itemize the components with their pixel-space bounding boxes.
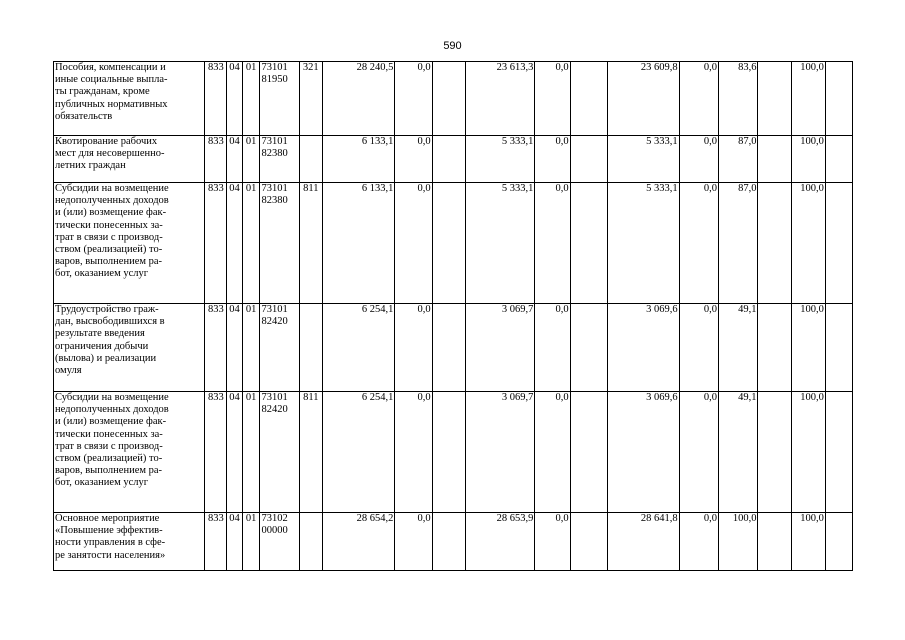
value-executed: 28 641,8 xyxy=(608,513,680,571)
value-plan: 6 254,1 xyxy=(322,304,395,392)
row-name: Основное мероприятие «Повышение эффектив- ности управления в сфе- ре занятости населения» xyxy=(54,513,205,571)
admin-code: 833 xyxy=(205,136,227,183)
expense-type-code: 321 xyxy=(299,62,322,136)
value-plan-other: 0,0 xyxy=(395,136,432,183)
spacer xyxy=(758,183,791,304)
value-executed: 23 609,8 xyxy=(608,62,680,136)
value-plan: 6 133,1 xyxy=(322,183,395,304)
subsection-code: 01 xyxy=(242,183,260,304)
section-code: 04 xyxy=(227,183,243,304)
budget-table-body xyxy=(54,62,853,571)
percent-of-refined: 100,0 xyxy=(791,183,825,304)
spacer xyxy=(825,62,852,136)
row-name: Субсидии на возмещение недополученных доходов и (или) возмещение фак- тически понесенных за- трат в связи с производ- ством (реализацией) то- варов, выполнением ра- бот, оказанием услуг xyxy=(54,183,205,304)
value-refined: 23 613,3 xyxy=(465,62,535,136)
section-code: 04 xyxy=(227,513,243,571)
table-row xyxy=(54,183,853,304)
value-refined: 3 069,7 xyxy=(465,304,535,392)
spacer xyxy=(825,513,852,571)
spacer xyxy=(825,392,852,513)
target-article-code: 73101 82380 xyxy=(260,183,299,304)
value-executed-other: 0,0 xyxy=(679,304,718,392)
value-executed-other: 0,0 xyxy=(679,62,718,136)
spacer xyxy=(432,183,465,304)
expense-type-code: 811 xyxy=(299,183,322,304)
value-plan-other: 0,0 xyxy=(395,304,432,392)
table-row xyxy=(54,62,853,136)
expense-type-code xyxy=(299,304,322,392)
target-article-code: 73101 82420 xyxy=(260,392,299,513)
target-article-code: 73102 00000 xyxy=(260,513,299,571)
percent-of-plan: 87,0 xyxy=(719,183,758,304)
value-refined-other: 0,0 xyxy=(535,392,570,513)
value-plan-other: 0,0 xyxy=(395,392,432,513)
spacer xyxy=(758,392,791,513)
percent-of-refined: 100,0 xyxy=(791,392,825,513)
value-refined: 28 653,9 xyxy=(465,513,535,571)
spacer xyxy=(432,304,465,392)
value-refined-other: 0,0 xyxy=(535,304,570,392)
value-executed-other: 0,0 xyxy=(679,136,718,183)
spacer xyxy=(570,304,607,392)
value-executed-other: 0,0 xyxy=(679,513,718,571)
admin-code: 833 xyxy=(205,392,227,513)
section-code: 04 xyxy=(227,392,243,513)
value-refined-other: 0,0 xyxy=(535,62,570,136)
value-executed-other: 0,0 xyxy=(679,392,718,513)
budget-table xyxy=(53,61,853,571)
spacer xyxy=(570,392,607,513)
table-row xyxy=(54,392,853,513)
spacer xyxy=(758,62,791,136)
subsection-code: 01 xyxy=(242,304,260,392)
spacer xyxy=(432,513,465,571)
target-article-code: 73101 81950 xyxy=(260,62,299,136)
row-name: Трудоустройство граж- дан, высвободившихся в результате введения ограничения добычи (вылова) и реализации омуля xyxy=(54,304,205,392)
spacer xyxy=(570,513,607,571)
spacer xyxy=(570,136,607,183)
spacer xyxy=(432,136,465,183)
table-row xyxy=(54,136,853,183)
admin-code: 833 xyxy=(205,62,227,136)
admin-code: 833 xyxy=(205,304,227,392)
spacer xyxy=(825,136,852,183)
spacer xyxy=(758,304,791,392)
subsection-code: 01 xyxy=(242,62,260,136)
subsection-code: 01 xyxy=(242,513,260,571)
expense-type-code: 811 xyxy=(299,392,322,513)
percent-of-plan: 87,0 xyxy=(719,136,758,183)
value-executed: 3 069,6 xyxy=(608,304,680,392)
section-code: 04 xyxy=(227,304,243,392)
value-plan: 28 654,2 xyxy=(322,513,395,571)
value-refined: 5 333,1 xyxy=(465,136,535,183)
spacer xyxy=(758,136,791,183)
percent-of-plan: 100,0 xyxy=(719,513,758,571)
value-executed: 3 069,6 xyxy=(608,392,680,513)
admin-code: 833 xyxy=(205,513,227,571)
value-plan: 6 254,1 xyxy=(322,392,395,513)
subsection-code: 01 xyxy=(242,136,260,183)
spacer xyxy=(432,62,465,136)
percent-of-refined: 100,0 xyxy=(791,513,825,571)
spacer xyxy=(570,62,607,136)
spacer xyxy=(570,183,607,304)
expense-type-code xyxy=(299,136,322,183)
page-number: 590 xyxy=(443,40,462,52)
row-name: Пособия, компенсации и иные социальные выпла- ты гражданам, кроме публичных нормативных обязательств xyxy=(54,62,205,136)
expense-type-code xyxy=(299,513,322,571)
spacer xyxy=(825,304,852,392)
percent-of-plan: 83,6 xyxy=(719,62,758,136)
table-row xyxy=(54,304,853,392)
value-executed-other: 0,0 xyxy=(679,183,718,304)
section-code: 04 xyxy=(227,136,243,183)
value-plan-other: 0,0 xyxy=(395,62,432,136)
value-refined: 5 333,1 xyxy=(465,183,535,304)
value-executed: 5 333,1 xyxy=(608,183,680,304)
percent-of-refined: 100,0 xyxy=(791,304,825,392)
value-plan-other: 0,0 xyxy=(395,513,432,571)
admin-code: 833 xyxy=(205,183,227,304)
value-plan: 6 133,1 xyxy=(322,136,395,183)
percent-of-plan: 49,1 xyxy=(719,304,758,392)
target-article-code: 73101 82380 xyxy=(260,136,299,183)
spacer xyxy=(825,183,852,304)
row-name: Субсидии на возмещение недополученных доходов и (или) возмещение фак- тически понесенных за- трат в связи с производ- ством (реализацией) то- варов, выполнением ра- бот, оказанием услуг xyxy=(54,392,205,513)
table-row xyxy=(54,513,853,571)
percent-of-plan: 49,1 xyxy=(719,392,758,513)
value-executed: 5 333,1 xyxy=(608,136,680,183)
value-refined-other: 0,0 xyxy=(535,513,570,571)
target-article-code: 73101 82420 xyxy=(260,304,299,392)
spacer xyxy=(432,392,465,513)
value-refined-other: 0,0 xyxy=(535,136,570,183)
value-plan-other: 0,0 xyxy=(395,183,432,304)
percent-of-refined: 100,0 xyxy=(791,62,825,136)
subsection-code: 01 xyxy=(242,392,260,513)
section-code: 04 xyxy=(227,62,243,136)
value-plan: 28 240,5 xyxy=(322,62,395,136)
spacer xyxy=(758,513,791,571)
value-refined-other: 0,0 xyxy=(535,183,570,304)
row-name: Квотирование рабочих мест для несовершенно- летних граждан xyxy=(54,136,205,183)
value-refined: 3 069,7 xyxy=(465,392,535,513)
percent-of-refined: 100,0 xyxy=(791,136,825,183)
